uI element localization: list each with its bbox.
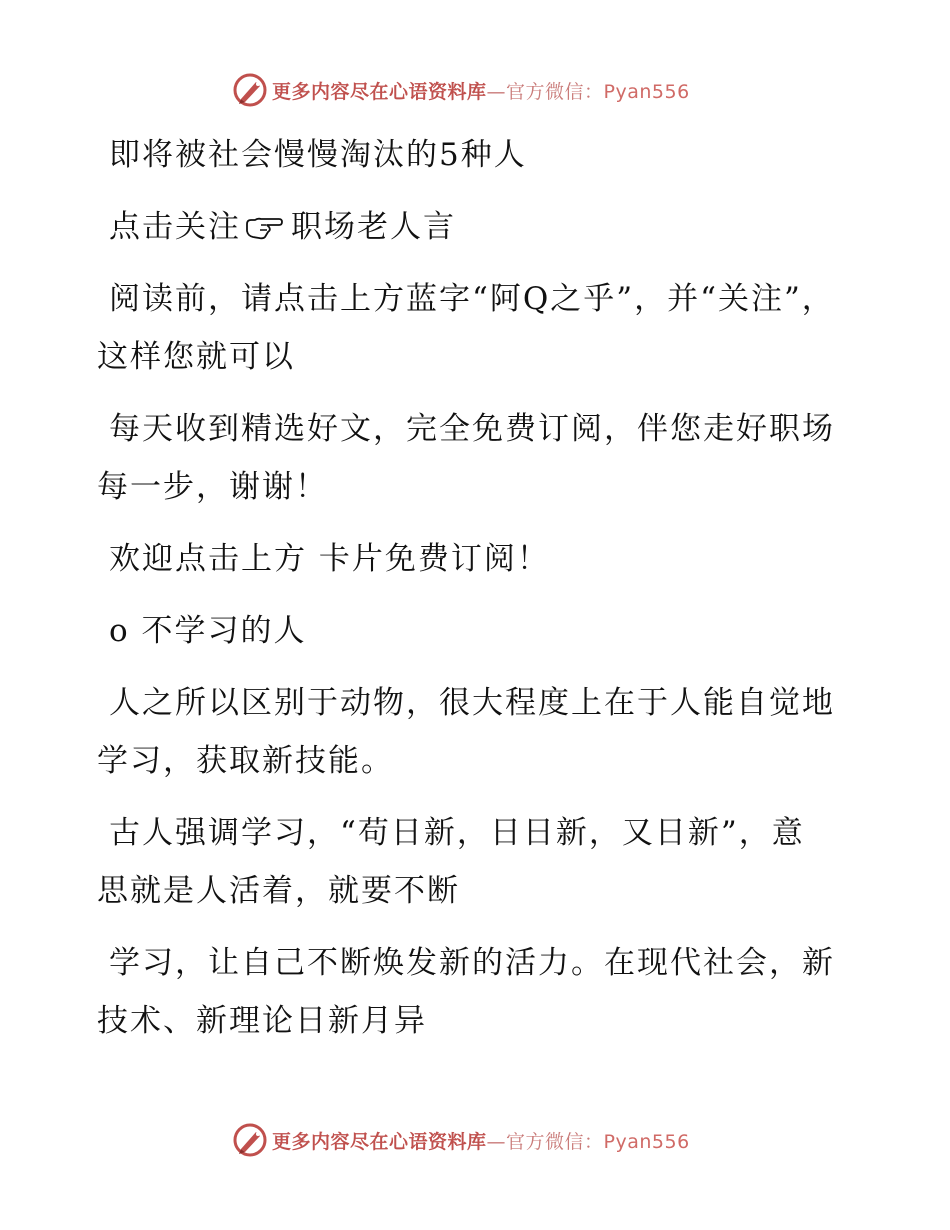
banner-dash: —	[486, 1130, 507, 1153]
banner-site-text: 更多内容尽在心语资料库	[272, 80, 487, 103]
section-heading: o 不学习的人	[109, 613, 307, 649]
pen-logo-icon	[232, 72, 268, 108]
banner-wechat-id: Pyan556	[603, 80, 690, 103]
follow-line	[97, 198, 837, 256]
banner-wechat-label: 官方微信：	[506, 80, 604, 103]
paragraph: 学习，让自己不断焕发新的活力。在现代社会，新技术、新理论日新月异	[97, 945, 835, 1039]
paragraph: 欢迎点击上方 卡片免费订阅！	[109, 541, 550, 577]
banner-wechat-label: 官方微信：	[506, 1130, 604, 1153]
pointing-hand-icon	[245, 216, 285, 240]
banner-dash: —	[486, 80, 507, 103]
pen-logo-icon	[232, 1122, 268, 1158]
paragraph: 人之所以区别于动物，很大程度上在于人能自觉地学习，获取新技能。	[97, 685, 835, 779]
banner-site-text: 更多内容尽在心语资料库	[272, 1130, 487, 1153]
banner-text	[272, 77, 690, 104]
follow-prefix: 点击关注	[109, 209, 241, 245]
banner-text	[272, 1127, 690, 1154]
header-banner	[232, 70, 690, 110]
follow-suffix: 职场老人言	[291, 209, 456, 245]
banner-wechat-id: Pyan556	[603, 1130, 690, 1153]
paragraph: 古人强调学习，“苟日新，日日新，又日新”，意思就是人活着，就要不断	[97, 815, 805, 909]
paragraph: 阅读前，请点击上方蓝字“阿Q之乎”，并“关注”，这样您就可以	[97, 281, 835, 375]
footer-banner	[232, 1120, 690, 1160]
article-title: 即将被社会慢慢淘汰的5种人	[109, 137, 527, 173]
paragraph: 每天收到精选好文，完全免费订阅，伴您走好职场每一步，谢谢！	[97, 411, 835, 505]
article-body	[97, 126, 837, 1064]
